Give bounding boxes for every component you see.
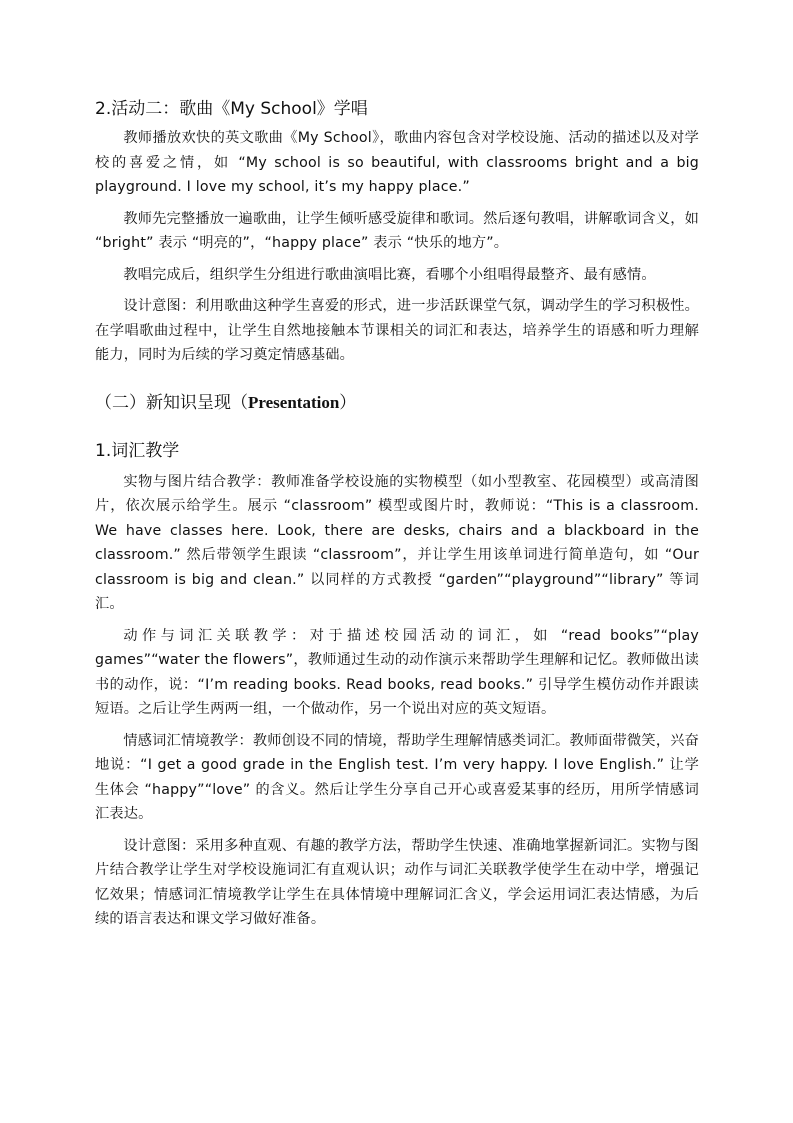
song-contest-paragraph: 教唱完成后，组织学生分组进行歌曲演唱比赛，看哪个小组唱得最整齐、最有感情。 xyxy=(123,266,656,283)
song-design-intent-paragraph: 设计意图：利用歌曲这种学生喜爱的形式，进一步活跃课堂气氛，调动学生的学习积极性。在学唱歌曲过程中，让学生自然地接触本节课相关的词汇和表达，培养学生的语感和听力理解能力，同时为后续的学习奠定情感基础。 xyxy=(95,298,699,363)
emotion-vocab-teaching-paragraph: 情感词汇情境教学：教师创设不同的情境，帮助学生理解情感类词汇。教师面带微笑，兴奋地说：“I get a good grade in the English test. I’m very happy. I love English.” 让学生体会 “happy”“love” 的含义。然后让学生分享自己开心或喜爱某事的经历，用所学情感词汇表达。 xyxy=(95,732,699,822)
presentation-heading-english: Presentation xyxy=(248,392,340,412)
presentation-heading xyxy=(95,390,699,416)
action-vocab-teaching-paragraph: 动作与词汇关联教学：对于描述校园活动的词汇，如 “read books”“play games”“water the flowers”，教师通过生动的动作演示来帮助学生理解和记忆。教师做出读书的动作，说：“I’m reading books. Read books, read books.” 引导学生模仿动作并跟读短语。之后让学生两两一组，一个做动作，另一个说出对应的英文短语。 xyxy=(95,627,699,717)
vocabulary-heading: 1.词汇教学 xyxy=(95,440,180,461)
song-intro-paragraph: 教师播放欢快的英文歌曲《My School》，歌曲内容包含对学校设施、活动的描述以及对学校的喜爱之情，如 “My school is so beautiful, with classrooms bright and a big playground. I love my school, it’s my happy place.” xyxy=(95,130,699,195)
object-picture-teaching-paragraph: 实物与图片结合教学：教师准备学校设施的实物模型（如小型教室、花园模型）或高清图片，依次展示给学生。展示 “classroom” 模型或图片时，教师说：“This is a classroom. We have classes here. Look, there are desks, chairs and a blackboard in the classroom.” 然后带领学生跟读 “classroom”，并让学生用该单词进行简单造句，如 “Our classroom is big and clean.” 以同样的方式教授 “garden”“playground”“library” 等词汇。 xyxy=(95,473,699,612)
document-body xyxy=(95,96,699,939)
vocab-design-intent-paragraph: 设计意图：采用多种直观、有趣的教学方法，帮助学生快速、准确地掌握新词汇。实物与图片结合教学让学生对学校设施词汇有直观认识；动作与词汇关联教学使学生在动中学，增强记忆效果；情感词汇情境教学让学生在具体情境中理解词汇含义，学会运用词汇表达情感，为后续的语言表达和课文学习做好准备。 xyxy=(95,837,699,927)
presentation-heading-suffix: ） xyxy=(339,392,357,413)
presentation-heading-prefix: （二）新知识呈现（ xyxy=(95,392,248,413)
song-teaching-paragraph: 教师先完整播放一遍歌曲，让学生倾听感受旋律和歌词。然后逐句教唱，讲解歌词含义，如 “bright” 表示 “明亮的”，“happy place” 表示 “快乐的地方”。 xyxy=(95,210,699,251)
activity-two-heading: 2.活动二：歌曲《My School》学唱 xyxy=(95,99,368,119)
